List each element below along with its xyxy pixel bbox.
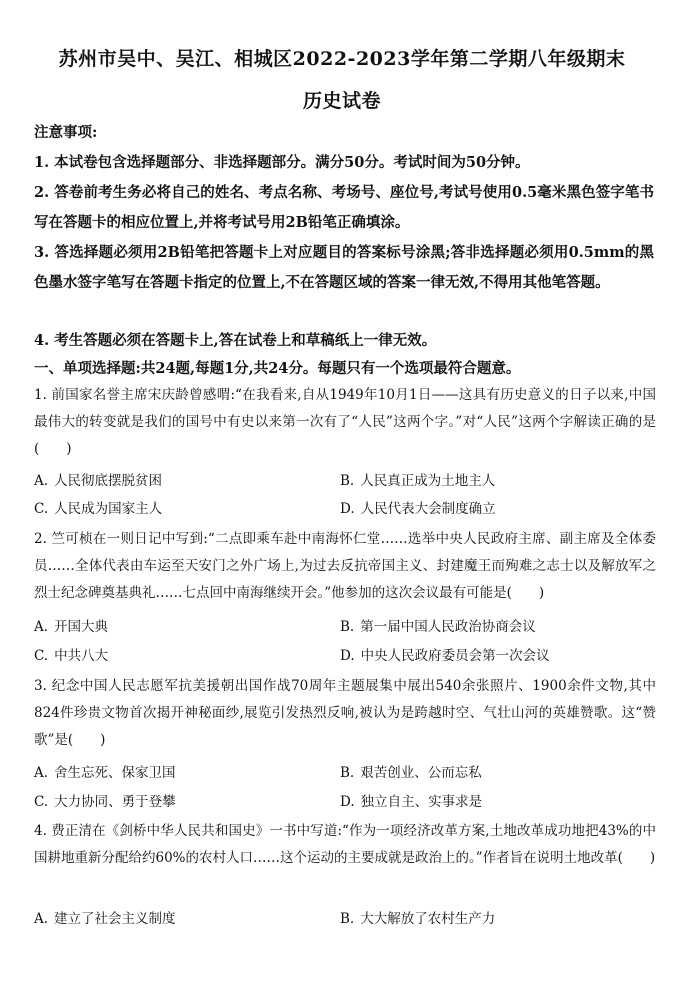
- option-letter: A.: [34, 473, 49, 489]
- option-letter: C.: [34, 648, 49, 664]
- option-text: 中央人民政府委员会第一次会议: [360, 648, 550, 664]
- question-2-option-b: [340, 614, 536, 641]
- option-letter: A.: [34, 619, 49, 635]
- exam-title-line2: 历史试卷: [302, 90, 381, 112]
- question-3-option-a: [34, 760, 176, 787]
- option-text: 大力协同、勇于登攀: [54, 794, 176, 810]
- option-text: 艰苦创业、公而忘私: [360, 765, 482, 781]
- option-text: 大大解放了农村生产力: [360, 911, 496, 927]
- question-2-option-a: [34, 614, 108, 641]
- question-3-option-c: [34, 789, 176, 816]
- question-1-option-c: [34, 496, 162, 523]
- question-4-option-b: [340, 906, 495, 933]
- exam-title-line1: 苏州市吴中、吴江、相城区2022-2023学年第二学期八年级期末: [58, 48, 626, 70]
- question-3-option-b: [340, 760, 482, 787]
- option-letter: D.: [340, 501, 355, 517]
- option-text: 舍生忘死、保家卫国: [54, 765, 176, 781]
- option-text: 人民成为国家主人: [54, 501, 163, 517]
- option-text: 开国大典: [54, 619, 109, 635]
- option-text: 第一届中国人民政治协商会议: [360, 619, 536, 635]
- option-letter: B.: [340, 765, 355, 781]
- option-text: 中共八大: [54, 648, 109, 664]
- option-letter: B.: [340, 911, 355, 927]
- question-4-option-a: [34, 906, 176, 933]
- question-4-stem: 4. 费正清在《剑桥中华人民共和国史》一书中写道:“作为一项经济改革方案,土地改革成功地把43%的中国耕地重新分配给约60%的农村人口……这个运动的主要成就是政治上的。”作者旨在说明土地改革( ): [34, 823, 656, 866]
- question-3-stem: 3. 纪念中国人民志愿军抗美援朝出国作战70周年主题展集中展出540余张照片、1900余件文物,其中824件珍贵文物首次揭开神秘面纱,展览引发热烈反响,被认为是跨越时空、气壮山河的英雄赞歌。这“赞歌”是( ): [34, 678, 656, 748]
- question-1-option-a: [34, 468, 162, 495]
- option-letter: D.: [340, 648, 355, 664]
- option-letter: D.: [340, 794, 355, 810]
- option-text: 人民真正成为土地主人: [360, 473, 496, 489]
- notice-item-3: 3. 答选择题必须用2B铅笔把答题卡上对应题目的答案标号涂黑;答非选择题必须用0.5mm的黑色墨水签字笔写在答题卡指定的位置上,不在答题区域的答案一律无效,不得用其他笔答题。: [34, 244, 654, 291]
- option-letter: B.: [340, 473, 355, 489]
- question-1-stem: 1. 前国家名誉主席宋庆龄曾感喟:“在我看来,自从1949年10月1日——这具有历史意义的日子以来,中国最伟大的转变就是我们的国号中有史以来第一次有了“人民”这两个字。”对“人民”这两个字解读正确的是( ): [34, 387, 656, 457]
- section-heading: 一、单项选择题:共24题,每题1分,共24分。每题只有一个选项最符合题意。: [34, 360, 521, 377]
- option-letter: C.: [34, 794, 49, 810]
- option-letter: A.: [34, 765, 49, 781]
- question-2-option-d: [340, 643, 550, 670]
- notice-item-4: 4. 考生答题必须在答题卡上,答在试卷上和草稿纸上一律无效。: [34, 332, 437, 349]
- option-text: 人民彻底摆脱贫困: [54, 473, 163, 489]
- option-letter: C.: [34, 501, 49, 517]
- option-text: 人民代表大会制度确立: [360, 501, 496, 517]
- option-text: 独立自主、实事求是: [360, 794, 483, 810]
- option-letter: B.: [340, 619, 355, 635]
- question-1-option-b: [340, 468, 495, 495]
- question-2-option-c: [34, 643, 108, 670]
- option-text: 建立了社会主义制度: [54, 911, 176, 927]
- question-2-stem: 2. 竺可桢在一则日记中写到:“二点即乘车赴中南海怀仁堂……选举中央人民政府主席、副主席及全体委员……全体代表由车运至天安门之外广场上,为过去反抗帝国主义、封建魔王而殉难之志士以及解放军之烈士纪念碑奠基典礼……七点回中南海继续开会。”他参加的这次会议最有可能是( ): [34, 531, 656, 601]
- notice-heading: 注意事项:: [34, 124, 98, 141]
- notice-item-2: 2. 答卷前考生务必将自己的姓名、考点名称、考场号、座位号,考试号使用0.5毫米黑色签字笔书写在答题卡的相应位置上,并将考试号用2B铅笔正确填涂。: [34, 184, 654, 231]
- question-1-option-d: [340, 496, 496, 523]
- option-letter: A.: [34, 911, 49, 927]
- notice-item-1: 1. 本试卷包含选择题部分、非选择题部分。满分50分。考试时间为50分钟。: [34, 154, 530, 171]
- question-3-option-d: [340, 789, 482, 816]
